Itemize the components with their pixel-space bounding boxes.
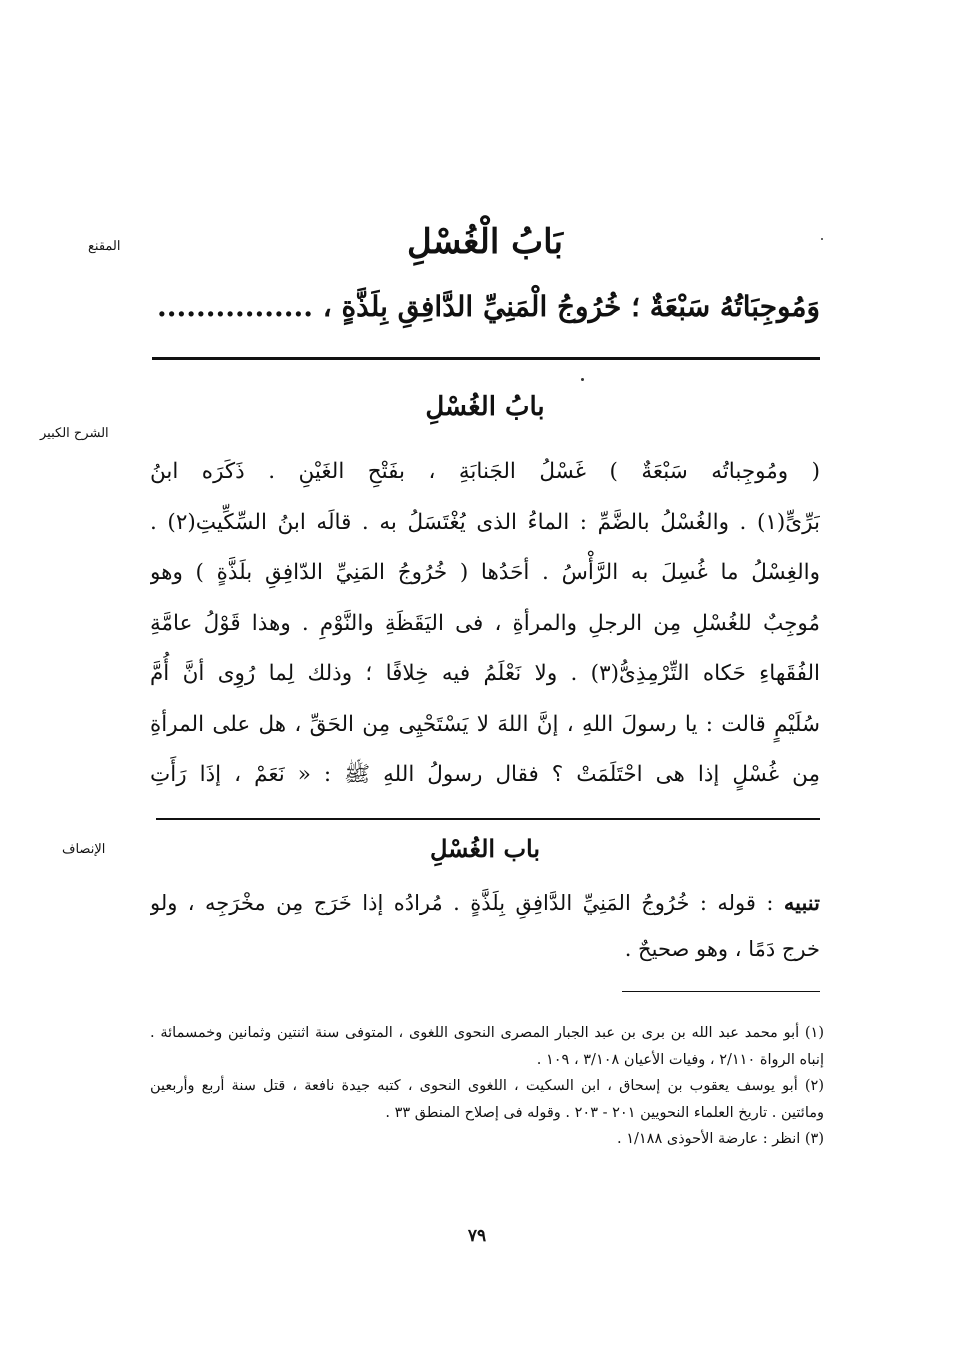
scan-speck — [821, 238, 823, 240]
footnote-separator — [622, 991, 820, 992]
insaf-body — [150, 880, 820, 972]
sharh-line: الفُقَهاءِ حَكاه التِّرْمِذِىُّ(٣) . ولا نَعْلَمُ فيه خِلافًا ؛ وذلك لِما رُوِى أنَّ أُمَّ — [150, 661, 820, 686]
footnote-line: (٢) أبو يوسف يعقوب بن إسحاق ، ابن السكيت ، اللغوى النحوى ، كتبه جيدة نافعة ، قتل سنة أربع وأربعين — [150, 1078, 824, 1094]
section-divider — [156, 818, 820, 820]
margin-label-muqni: المقنع — [88, 239, 121, 254]
sharh-line: والغِسْلُ ما غُسِلَ به الرَّأْسُ . أحَدُها ( خُرُوجُ المَنِيِّ الدّافِقِ بلَذَّةٍ ) وهو — [150, 560, 820, 585]
section-divider-thick — [152, 357, 820, 360]
sharh-body — [150, 447, 820, 801]
sharh-line: مِن غُسْلٍ إذا هى احْتَلَمَتْ ؟ فقال رسولُ اللهِ ﷺ : « نَعَمْ ، إذَا رَأَتِ — [150, 762, 820, 787]
page-number: ٧٩ — [467, 1226, 487, 1246]
sharh-line: بَرِّىٍّ(١) . والغُسْلُ بالضَّمِّ : الماءُ الذى يُغْتَسَلُ به . قالَه ابنُ السِّكِّيتِ(٢) . — [150, 509, 820, 535]
margin-label-insaf: الإنصاف — [62, 842, 106, 857]
scan-speck — [581, 378, 584, 381]
muqni-text: وَمُوجِبَاتُهُ سَبْعَةٌ ؛ خُرُوجُ الْمَنِيِّ الدَّافِقِ بِلَذَّةٍ ، ................ — [157, 290, 820, 323]
insaf-line: خرج دَمًا ، وهو صحيحٌ . — [624, 937, 820, 961]
insaf-heading: باب الغُسْلِ — [429, 834, 541, 863]
footnote-line: ومائتين . تاريخ العلماء النحويين ٢٠١ - ٢٠٣ . وقوله فى إصلاح المنطق ٣٣ . — [385, 1104, 824, 1121]
footnote-line: إنباه الرواة ٢/١١٠ ، وفيات الأعيان ٣/١٠٨ ، ١٠٩ . — [536, 1051, 824, 1068]
footnote-line: (١) أبو محمد عبد الله بن برى بن عبد الجبار المصرى النحوى اللغوى ، المتوفى سنة اثنتين وثمانين وخمسمائة . — [150, 1025, 824, 1041]
footnote-line: (٣) انظر : عارضة الأحوذى ١/١٨٨ . — [617, 1131, 824, 1147]
footnotes — [150, 1020, 824, 1153]
sharh-line: سُلَيْمٍ قالت : يا رسولَ اللهِ ، إنَّ اللهَ لا يَسْتَحْيِى مِن الحَقِّ ، هل على المرأةِ — [150, 711, 820, 737]
muqni-heading: بَابُ الْغُسْلِ — [407, 222, 563, 262]
sharh-line: ( ومُوجِباتُه سَبْعَةٌ ) غَسْلُ الجَنابَةِ ، بفَتْحِ الغَيْنِ . ذَكَرَه ابنُ — [150, 459, 820, 484]
tanbih-label: تنبيه — [783, 890, 820, 915]
insaf-line — [150, 880, 820, 926]
insaf-line-rest: : قوله : خُرُوجُ المَنِيِّ الدَّافِقِ بِلَذَّةٍ . مُرادُه إذا خَرَج مِن مخْرَجِه ، ولو — [150, 891, 784, 915]
margin-label-sharh: الشرح الكبير — [40, 426, 109, 441]
sharh-line: مُوجِبٌ للغُسْلِ مِن الرجلِ والمرأةِ ، فى اليَقَظَةِ والنَّوْمِ . وهذا قَوْلُ عامَّةِ — [150, 610, 820, 636]
sharh-heading: بابُ الغُسْلِ — [425, 392, 545, 422]
